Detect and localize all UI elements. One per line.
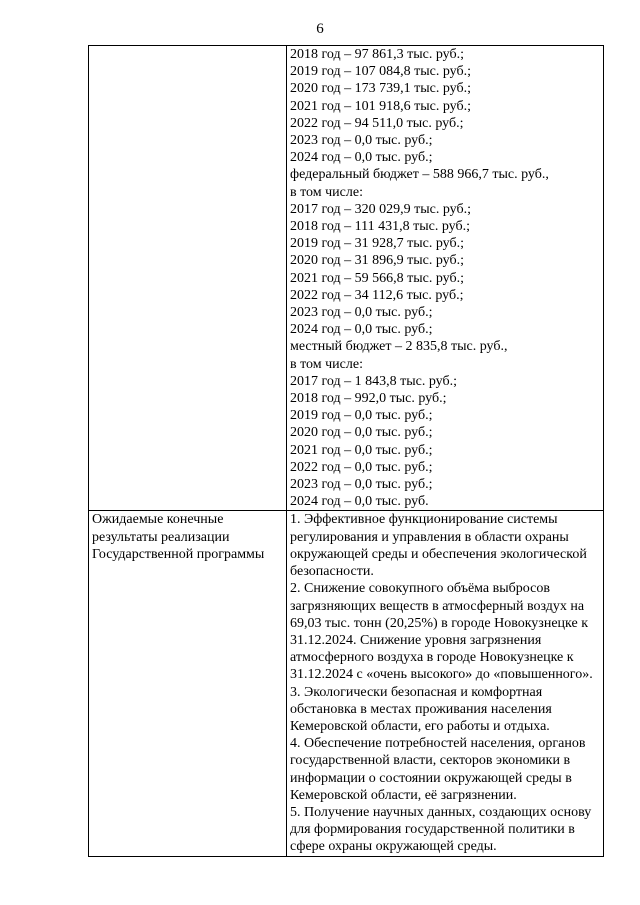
financing-line: 2019 год – 31 928,7 тыс. руб.; (290, 236, 464, 252)
financing-line: 2020 год – 0,0 тыс. руб.; (290, 425, 433, 441)
result-item: 5. Получение научных данных, создающих основу для формирования государственной политики в сфере охраны окружающей среды. (290, 804, 592, 855)
results-values-cell (287, 511, 604, 856)
financing-label-cell (89, 46, 287, 511)
financing-line: 2022 год – 34 112,6 тыс. руб.; (290, 287, 464, 303)
program-passport-table (88, 45, 604, 857)
result-item: 1. Эффективное функционирование системы регулирования и управления в области охраны окружающей среды и обеспечения экологической безопасности. (290, 512, 587, 580)
financing-line: 2019 год – 0,0 тыс. руб.; (290, 408, 433, 424)
financing-line: 2021 год – 101 918,6 тыс. руб.; (290, 98, 471, 114)
result-item: 4. Обеспечение потребностей населения, органов государственной власти, секторов экономики в информации о состоянии окружающей среды в Кемеровской области, её загрязнении. (290, 736, 586, 803)
financing-line: 2017 год – 1 843,8 тыс. руб.; (290, 373, 457, 389)
financing-row (89, 46, 604, 511)
financing-line: 2018 год – 992,0 тыс. руб.; (290, 391, 447, 407)
financing-line: 2020 год – 173 739,1 тыс. руб.; (290, 81, 471, 97)
financing-values-cell (287, 46, 604, 511)
financing-line: в том числе: (290, 356, 363, 372)
financing-line: 2017 год – 320 029,9 тыс. руб.; (290, 201, 471, 217)
federal-budget-total: федеральный бюджет – 588 966,7 тыс. руб., (290, 167, 549, 183)
result-item: 3. Экологически безопасная и комфортная обстановка в местах проживания населения Кемеровской области, его работы и отдыха. (290, 684, 552, 734)
results-label: Ожидаемые конечные результаты реализации Государственной программы (92, 512, 265, 562)
results-row (89, 511, 604, 856)
local-budget-total: местный бюджет – 2 835,8 тыс. руб., (290, 339, 508, 355)
financing-line: 2020 год – 31 896,9 тыс. руб.; (290, 253, 464, 269)
financing-line: 2018 год – 97 861,3 тыс. руб.; (290, 47, 464, 62)
financing-line: 2024 год – 0,0 тыс. руб.; (290, 150, 433, 166)
financing-line: 2022 год – 94 511,0 тыс. руб.; (290, 115, 464, 131)
result-item: 2. Снижение совокупного объёма выбросов загрязняющих веществ в атмосферный воздух на 69,03 тыс. тонн (20,25%) в городе Новокузнецке к 31.12.2024. Снижение уровня загрязнения атмосферного воздуха в городе Новокузнецке к 31.12.2024 с «очень высокого» до «повышенного». (290, 581, 593, 683)
financing-line: в том числе: (290, 184, 363, 200)
financing-line: 2021 год – 0,0 тыс. руб.; (290, 442, 433, 458)
financing-line: 2023 год – 0,0 тыс. руб.; (290, 477, 433, 493)
financing-line: 2023 год – 0,0 тыс. руб.; (290, 133, 433, 149)
financing-line: 2019 год – 107 084,8 тыс. руб.; (290, 64, 471, 80)
financing-line: 2024 год – 0,0 тыс. руб. (290, 494, 429, 510)
page-number: 6 (316, 21, 324, 37)
financing-line: 2018 год – 111 431,8 тыс. руб.; (290, 219, 470, 235)
financing-line: 2021 год – 59 566,8 тыс. руб.; (290, 270, 464, 286)
financing-line: 2022 год – 0,0 тыс. руб.; (290, 459, 433, 475)
results-label-cell (89, 511, 287, 856)
financing-line: 2023 год – 0,0 тыс. руб.; (290, 305, 433, 321)
financing-line: 2024 год – 0,0 тыс. руб.; (290, 322, 433, 338)
